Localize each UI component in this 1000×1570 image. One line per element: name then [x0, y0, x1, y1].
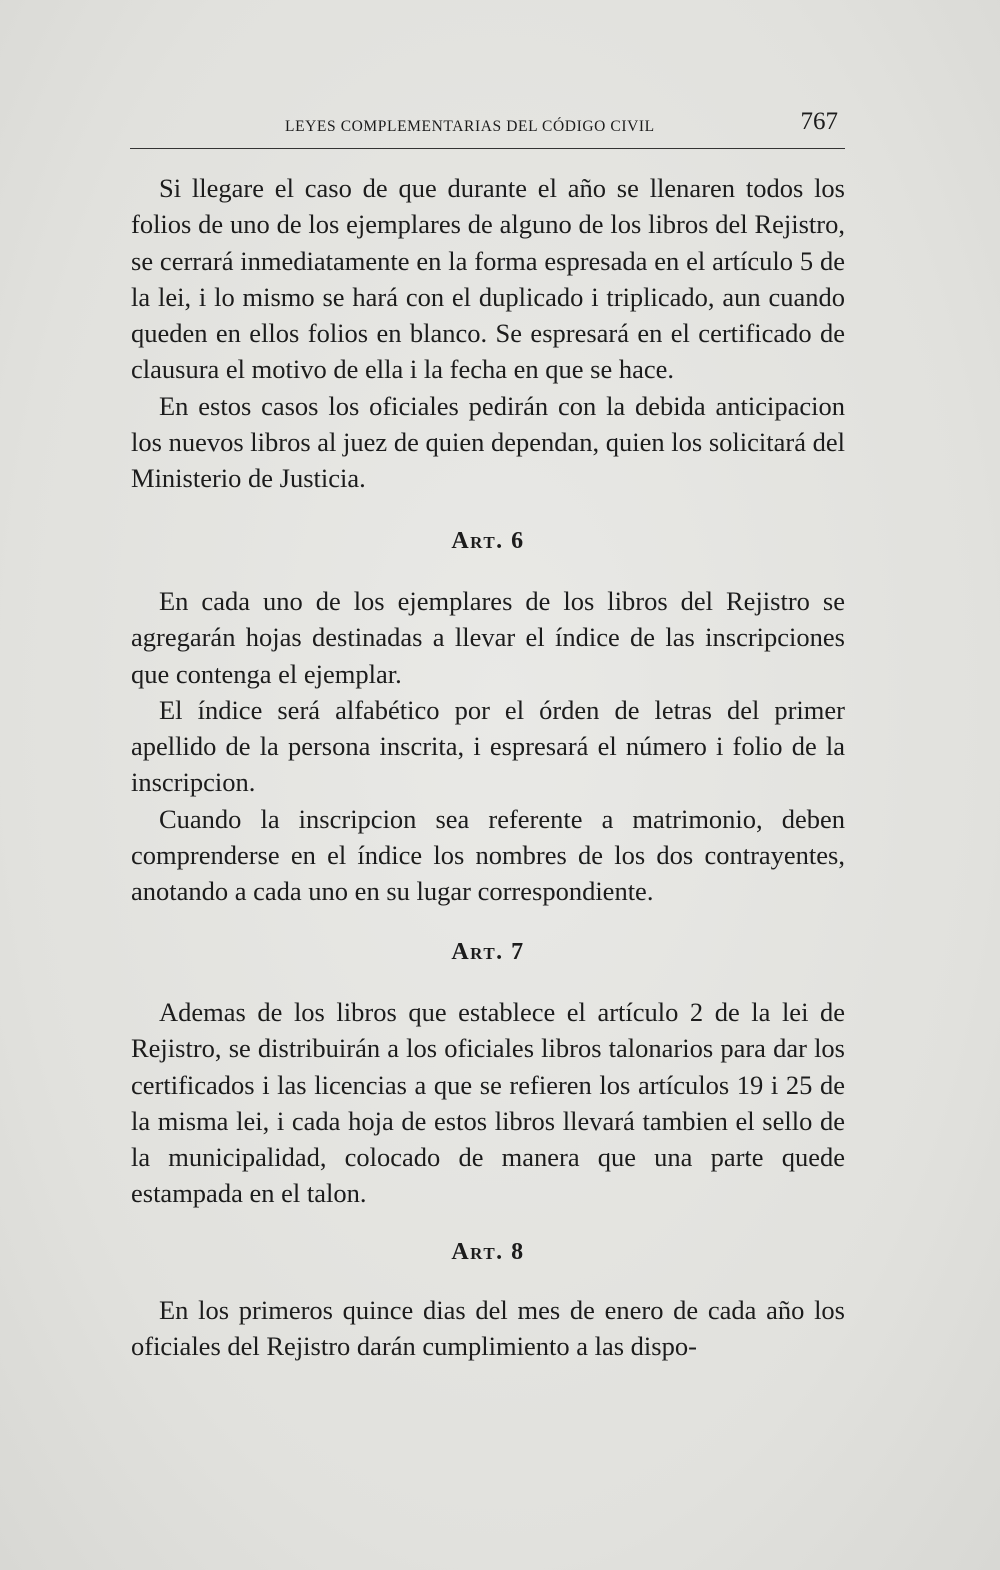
page-number: 767: [800, 108, 838, 135]
article-heading: Art. 6: [451, 527, 525, 554]
paragraph: Si llegare el caso de que durante el año se llenaren todos los folios de uno de los ejemplares de alguno de los libros del Rejistro, se cerrará inmediatamente en la forma espresada en el artículo 5 de la lei, i lo mismo se hará con el duplicado i triplicado, aun cuando queden en ellos folios en blanco. Se espresará en el certificado de clausura el motivo de ella i la fecha en que se hace.: [131, 173, 845, 385]
article-heading: Art. 8: [451, 1238, 525, 1265]
paragraph: El índice será alfabético por el órden de letras del primer apellido de la persona inscrita, i espresará el número i folio de la inscripcion.: [131, 694, 845, 798]
page-header: [130, 108, 850, 142]
page-body: [131, 170, 845, 1365]
paragraph: En estos casos los oficiales pedirán con la debida anticipacion los nuevos libros al juez de quien dependan, quien los solicitará del Ministerio de Justicia.: [131, 390, 845, 494]
paragraph: En los primeros quince dias del mes de enero de cada año los oficiales del Rejistro darán cumplimiento a las dispo-: [131, 1295, 845, 1362]
running-head: LEYES COMPLEMENTARIAS DEL CÓDIGO CIVIL: [285, 118, 655, 135]
article-heading: Art. 7: [451, 938, 525, 965]
paragraph: Ademas de los libros que establece el artículo 2 de la lei de Rejistro, se distribuirán a los oficiales libros talonarios para dar los certificados i las licencias a que se refieren los artículos 19 i 25 de la misma lei, i cada hoja de estos libros llevará tambien el sello de la municipalidad, colocado de manera que una parte quede estampada en el talon.: [131, 996, 845, 1209]
header-rule: [130, 148, 845, 149]
paragraph: En cada uno de los ejemplares de los libros del Rejistro se agregarán hojas destinadas a llevar el índice de las inscripciones que contenga el ejemplar.: [131, 585, 845, 689]
paragraph: Cuando la inscripcion sea referente a matrimonio, deben comprenderse en el índice los nombres de los dos contrayentes, anotando a cada uno en su lugar correspondiente.: [131, 803, 845, 907]
